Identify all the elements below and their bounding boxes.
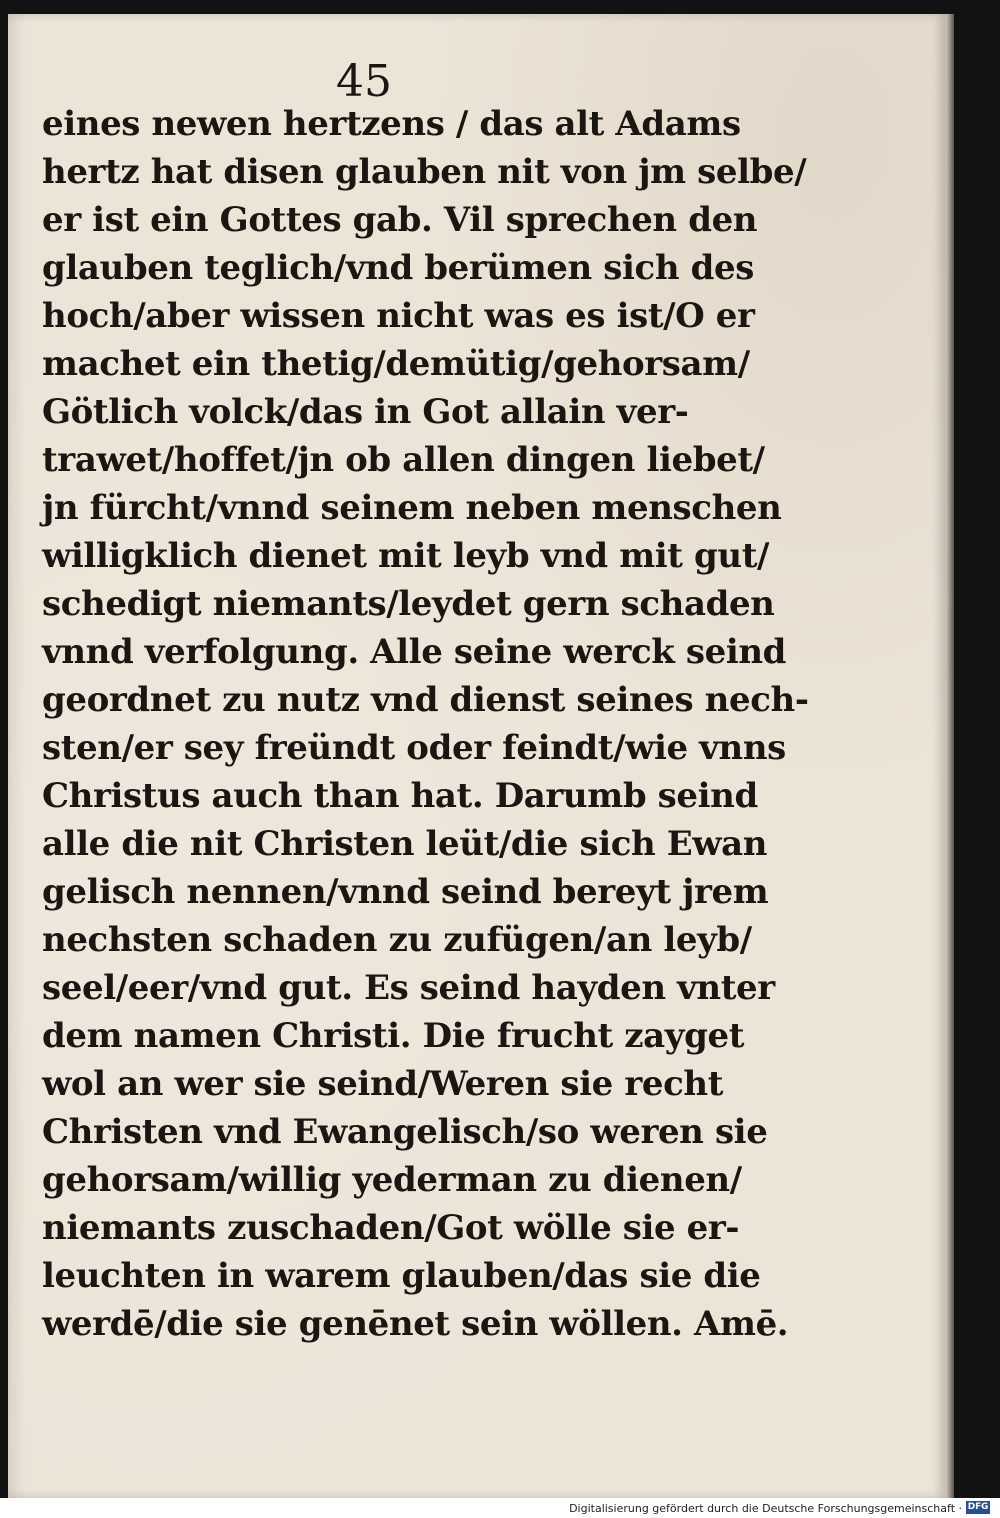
dfg-logo: DFG xyxy=(967,1502,989,1512)
text-line: gehorsam/willig yederman zu dienen/ xyxy=(42,1160,742,1200)
text-line: wol an wer sie seind/Weren sie recht xyxy=(42,1064,724,1104)
text-line: vnnd verfolgung. Alle seine werck seind xyxy=(42,632,787,672)
text-line: machet ein thetig/demütig/gehorsam/ xyxy=(42,344,750,384)
book-page xyxy=(8,14,946,1498)
text-line: alle die nit Christen leüt/die sich Ewan xyxy=(42,824,768,864)
text-line: jn fürcht/vnnd seinem neben menschen xyxy=(42,488,782,528)
text-line: seel/eer/vnd gut. Es seind hayden vnter xyxy=(42,968,775,1008)
text-line: gelisch nennen/vnnd seind bereyt jrem xyxy=(42,872,769,912)
page-number: 45 xyxy=(336,56,392,107)
text-line: hoch/aber wissen nicht was es ist/O er xyxy=(42,296,755,336)
text-line: trawet/hoffet/jn ob allen dingen liebet/ xyxy=(42,440,765,480)
text-line: sten/er sey freündt oder feindt/wie vnns xyxy=(42,728,786,768)
text-line: Götlich volck/das in Got allain ver- xyxy=(42,392,689,432)
digitization-credit: Digitalisierung gefördert durch die Deutsche Forschungsgemeinschaft · xyxy=(569,1502,962,1515)
page-edge xyxy=(946,14,954,1498)
text-line: Christen vnd Ewangelisch/so weren sie xyxy=(42,1112,768,1152)
text-line: glauben teglich/vnd berümen sich des xyxy=(42,248,754,288)
text-line: nechsten schaden zu zufügen/an leyb/ xyxy=(42,920,752,960)
text-line: niemants zuschaden/Got wölle sie er- xyxy=(42,1208,740,1248)
text-line: hertz hat disen glauben nit von jm selbe/ xyxy=(42,152,807,192)
page-text-block xyxy=(42,100,809,1348)
text-line: werdē/die sie genēnet sein wöllen. Amē. xyxy=(42,1304,789,1344)
text-line: eines newen hertzens / das alt Adams xyxy=(42,104,741,144)
text-line: leuchten in warem glauben/das sie die xyxy=(42,1256,761,1296)
text-line: Christus auch than hat. Darumb seind xyxy=(42,776,758,816)
text-line: schedigt niemants/leydet gern schaden xyxy=(42,584,775,624)
text-line: dem namen Christi. Die frucht zayget xyxy=(42,1016,745,1056)
text-line: willigklich dienet mit leyb vnd mit gut/ xyxy=(42,536,770,576)
text-line: geordnet zu nutz vnd dienst seines nech- xyxy=(42,680,809,720)
text-line: er ist ein Gottes gab. Vil sprechen den xyxy=(42,200,758,240)
